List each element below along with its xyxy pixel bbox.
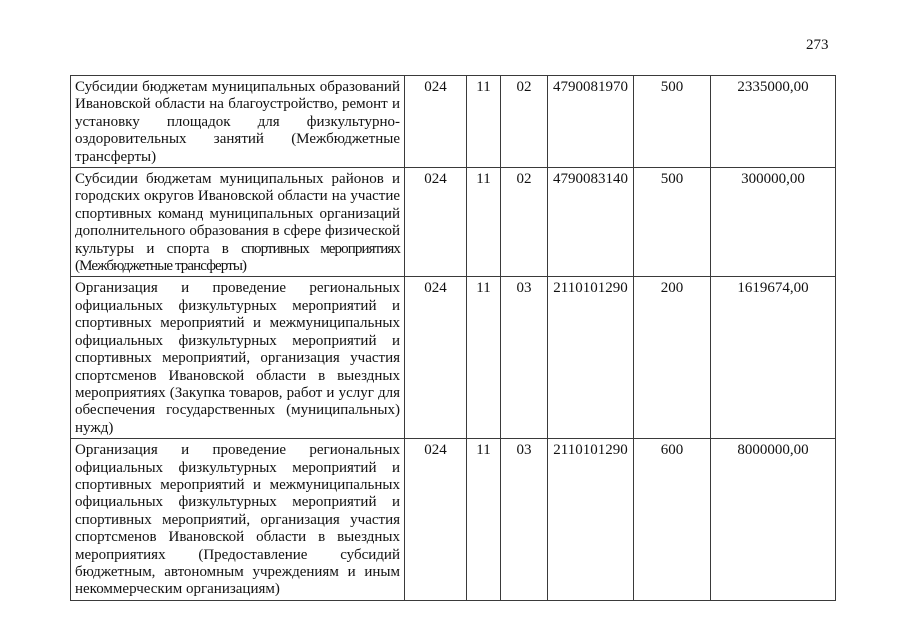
amount: 8000000,00	[711, 439, 836, 601]
target-article-code: 4790081970	[548, 76, 634, 168]
ministry-code: 024	[405, 168, 467, 277]
ministry-code: 024	[405, 277, 467, 439]
row-description: Организация и проведение региональных официальных физкультурных мероприятий и спортивных мероприятий и межмуниципальных официальных физкультурных мероприятий и спортивных мероприятий, организация участия спортсменов Ивановской области в выездных мероприятиях (Предоставление субсидий бюджетным, автономным учреждениям и иным некоммерческим организациям)	[71, 439, 405, 601]
section-code: 11	[467, 168, 501, 277]
target-article-code: 4790083140	[548, 168, 634, 277]
ministry-code: 024	[405, 76, 467, 168]
amount: 300000,00	[711, 168, 836, 277]
section-code: 11	[467, 76, 501, 168]
subsection-code: 03	[501, 277, 548, 439]
expense-type-code: 500	[634, 168, 711, 277]
target-article-code: 2110101290	[548, 439, 634, 601]
row-description: Субсидии бюджетам муниципальных образований Ивановской области на благоустройство, ремонт и установку площадок для физкультурно-оздоровительных занятий (Межбюджетные трансферты)	[71, 76, 405, 168]
expense-type-code: 500	[634, 76, 711, 168]
amount: 2335000,00	[711, 76, 836, 168]
row-description: Организация и проведение региональных официальных физкультурных мероприятий и спортивных мероприятий и межмуниципальных официальных физкультурных мероприятий и спортивных мероприятий, организация участия спортсменов Ивановской области в выездных мероприятиях (Закупка товаров, работ и услуг для обеспечения государственных (муниципальных) нужд)	[71, 277, 405, 439]
table-row	[71, 76, 836, 168]
expense-type-code: 600	[634, 439, 711, 601]
subsection-code: 02	[501, 76, 548, 168]
amount: 1619674,00	[711, 277, 836, 439]
section-code: 11	[467, 277, 501, 439]
table-row	[71, 439, 836, 601]
subsection-code: 02	[501, 168, 548, 277]
target-article-code: 2110101290	[548, 277, 634, 439]
table-row	[71, 277, 836, 439]
row-description-tail: спортивных мероприятиях (Межбюджетные трансферты)	[75, 240, 400, 275]
budget-table	[70, 75, 836, 601]
section-code: 11	[467, 439, 501, 601]
row-description	[71, 168, 405, 277]
subsection-code: 03	[501, 439, 548, 601]
ministry-code: 024	[405, 439, 467, 601]
row-description-main: Субсидии бюджетам муниципальных районов и городских округов Ивановской области на участие спортивных команд муниципальных организаций дополнительного образования в сфере физической культуры и спорта в	[75, 171, 400, 257]
page-number: 273	[806, 37, 829, 53]
expense-type-code: 200	[634, 277, 711, 439]
table-row	[71, 168, 836, 277]
